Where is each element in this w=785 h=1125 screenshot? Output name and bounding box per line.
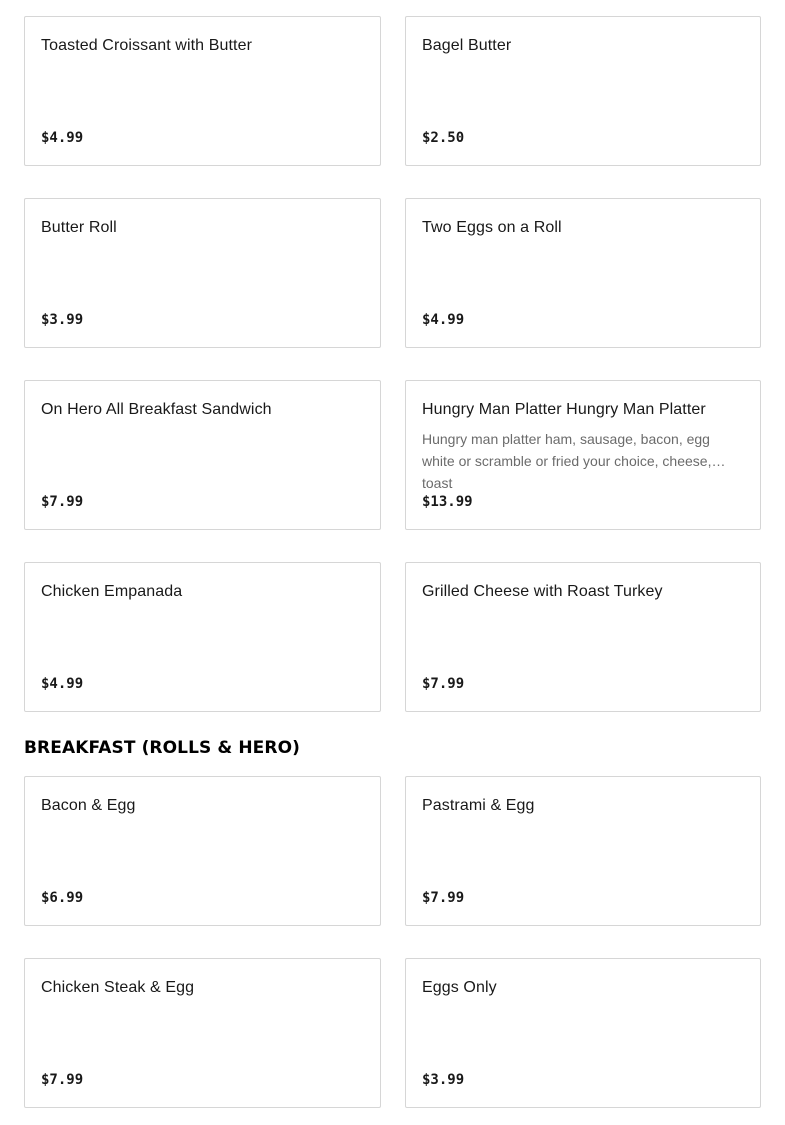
menu-item-price: $2.50 <box>422 130 465 146</box>
menu-item-price: $7.99 <box>41 494 84 510</box>
menu-item-card[interactable] <box>24 16 381 166</box>
menu-item-price: $4.99 <box>41 676 84 692</box>
menu-item-name: Chicken Steak & Egg <box>41 979 195 996</box>
menu-item-name: Pastrami & Egg <box>422 797 535 814</box>
menu-item-price: $13.99 <box>422 494 473 510</box>
menu-item-card[interactable] <box>24 958 381 1108</box>
menu-item-name: On Hero All Breakfast Sandwich <box>41 401 272 418</box>
menu-item-name: Grilled Cheese with Roast Turkey <box>422 583 663 600</box>
menu-item-card[interactable] <box>405 16 761 166</box>
menu-item-name: Toasted Croissant with Butter <box>41 37 252 54</box>
menu-item-grid <box>24 776 761 1108</box>
menu-item-price: $3.99 <box>41 312 84 328</box>
menu-item-name: Hungry Man Platter Hungry Man Platter <box>422 401 706 418</box>
menu-item-price: $7.99 <box>41 1072 84 1088</box>
menu-item-price: $4.99 <box>41 130 84 146</box>
section-heading: BREAKFAST (ROLLS & HERO) <box>24 738 301 758</box>
menu-item-grid <box>24 16 761 712</box>
menu-item-card[interactable] <box>24 562 381 712</box>
menu-item-price: $3.99 <box>422 1072 465 1088</box>
menu-item-name: Two Eggs on a Roll <box>422 219 562 236</box>
menu-item-card[interactable] <box>405 198 761 348</box>
menu-item-name: Bacon & Egg <box>41 797 136 814</box>
menu-item-price: $7.99 <box>422 890 465 906</box>
menu-item-card[interactable] <box>405 380 761 530</box>
menu-item-name: Chicken Empanada <box>41 583 183 600</box>
menu-item-card[interactable] <box>405 562 761 712</box>
menu-item-card[interactable] <box>405 958 761 1108</box>
menu-item-name: Bagel Butter <box>422 37 512 54</box>
menu-item-card[interactable] <box>24 380 381 530</box>
menu-item-card[interactable] <box>24 198 381 348</box>
menu-item-name: Eggs Only <box>422 979 497 996</box>
menu-item-card[interactable] <box>405 776 761 926</box>
menu-item-card[interactable] <box>24 776 381 926</box>
menu-item-price: $6.99 <box>41 890 84 906</box>
menu-item-description: Hungry man platter ham, sausage, bacon, egg white or scramble or fried your choice, cheese, toast <box>422 431 712 491</box>
menu-item-price: $4.99 <box>422 312 465 328</box>
menu-item-price: $7.99 <box>422 676 465 692</box>
menu-item-name: Butter Roll <box>41 219 117 236</box>
